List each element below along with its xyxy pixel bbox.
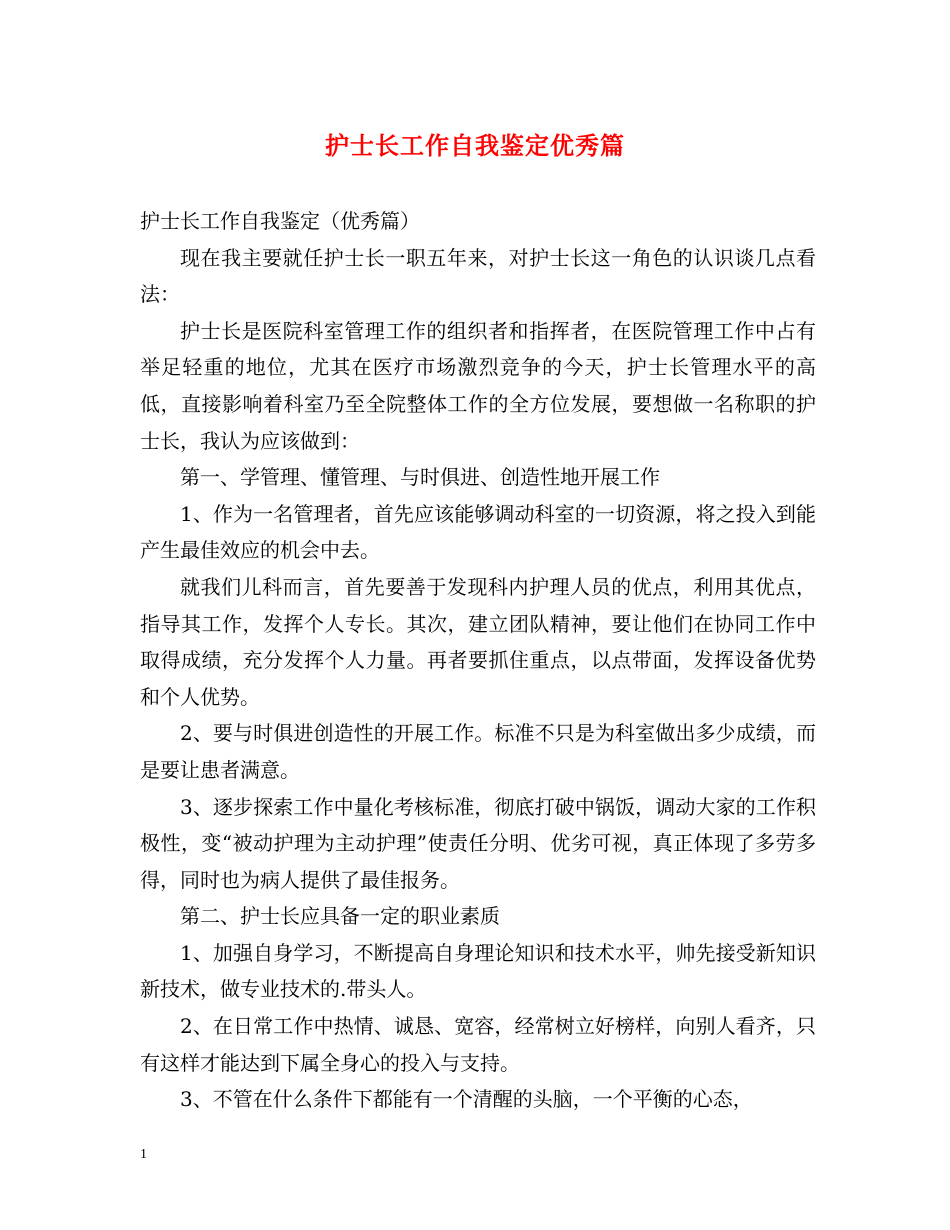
paragraph: 1、加强自身学习，不断提高自身理论知识和技术水平，帅先接受新知识新技术，做专业技术的.带头人。 bbox=[140, 940, 816, 1002]
paragraph: 2、要与时俱进创造性的开展工作。标准不只是为科室做出多少成绩，而是要让患者满意。 bbox=[140, 721, 816, 782]
section-heading: 第二、护士长应具备一定的职业素质 bbox=[180, 904, 500, 929]
document-body bbox=[140, 203, 816, 1118]
paragraph: 3、不管在什么条件下都能有一个清醒的头脑，一个平衡的心态， bbox=[180, 1087, 753, 1112]
paragraph: 1、作为一名管理者，首先应该能够调动科室的一切资源，将之投入到能产生最佳效应的机会中去。 bbox=[140, 501, 816, 563]
section-heading: 第一、学管理、懂管理、与时俱进、创造性地开展工作 bbox=[180, 465, 660, 490]
paragraph: 护士长是医院科室管理工作的组织者和指挥者，在医院管理工作中占有举足轻重的地位，尤其在医疗市场激烈竞争的今天，护士长管理水平的高低，直接影响着科室乃至全院整体工作的全方位发展，要想做一名称职的护士长，我认为应该做到： bbox=[140, 318, 816, 453]
document-subtitle: 护士长工作自我鉴定（优秀篇） bbox=[140, 209, 420, 233]
page-number: 1 bbox=[140, 1147, 147, 1162]
paragraph: 2、在日常工作中热情、诚恳、宽容，经常树立好榜样，向别人看齐，只有这样才能达到下属全身心的投入与支持。 bbox=[140, 1014, 816, 1075]
paragraph: 3、逐步探索工作中量化考核标准，彻底打破中锅饭，调动大家的工作积极性，变“被动护理为主动护理”使责任分明、优劣可视，真正体现了多劳多得，同时也为病人提供了最佳报务。 bbox=[140, 794, 816, 892]
paragraph: 就我们儿科而言，首先要善于发现科内护理人员的优点，利用其优点，指导其工作，发挥个人专长。其次，建立团队精神，要让他们在协同工作中取得成绩，充分发挥个人力量。再者要抓住重点，以点带面，发挥设备优势和个人优势。 bbox=[140, 574, 816, 709]
document-title: 护士长工作自我鉴定优秀篇 bbox=[325, 131, 625, 160]
paragraph: 现在我主要就任护士长一职五年来，对护士长这一角色的认识谈几点看法： bbox=[140, 245, 816, 307]
